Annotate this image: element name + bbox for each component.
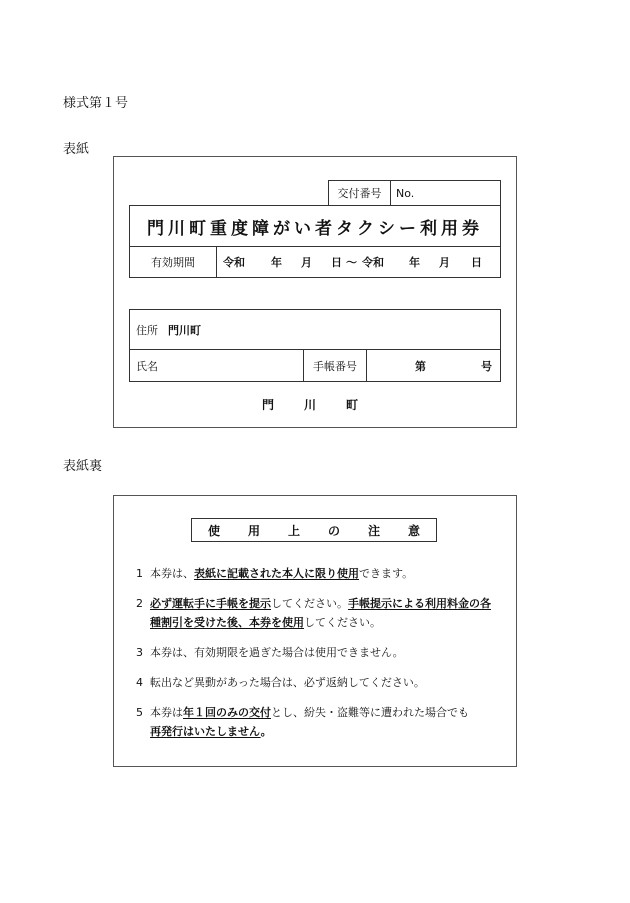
issuer-char: 町 xyxy=(345,398,358,412)
item-text: 転出など異動があった場合は、必ず返納してください。 xyxy=(150,676,425,689)
validity-day-start: 日 xyxy=(331,256,342,269)
item-number: 4 xyxy=(136,676,143,689)
validity-year-end: 年 xyxy=(409,256,420,269)
handbook-dai: 第 xyxy=(415,359,426,373)
front-cover xyxy=(113,156,517,428)
item-text: できます。 xyxy=(359,567,414,580)
item-text: とし、紛失・盗難等に遭われた場合でも xyxy=(271,706,469,719)
address-label: 住所 xyxy=(136,323,158,337)
notice-title-char: 意 xyxy=(407,523,420,538)
validity-month-end: 月 xyxy=(439,256,450,269)
item-number: 3 xyxy=(136,646,143,659)
validity-month-start: 月 xyxy=(301,256,312,269)
validity-era-start: 令和 xyxy=(223,256,245,269)
item-text: してください。 xyxy=(304,616,381,629)
item-text: してください。 xyxy=(271,597,348,610)
item-number: 5 xyxy=(136,706,143,719)
notice-item-5 xyxy=(136,703,516,741)
issuer-char: 門 xyxy=(262,398,275,412)
item-number: 1 xyxy=(136,567,143,580)
notice-title-char: 使 xyxy=(207,523,220,538)
address-value: 門川町 xyxy=(168,323,201,337)
item-emphasis: 年１回のみの交付 xyxy=(183,706,271,719)
item-emphasis: 必ず運転手に手帳を提示 xyxy=(150,597,271,610)
validity-period xyxy=(216,246,501,278)
name-label: 氏名 xyxy=(129,349,304,382)
front-heading: 表紙 xyxy=(63,142,90,157)
handbook-label: 手帳番号 xyxy=(303,349,367,382)
notice-item-4 xyxy=(136,673,516,692)
handbook-number xyxy=(366,349,501,382)
notice-title xyxy=(191,518,437,542)
issue-no-label: 交付番号 xyxy=(328,180,391,206)
validity-era-end: 令和 xyxy=(362,256,384,269)
validity-day-end: 日 xyxy=(471,256,482,269)
notice-title-char: 用 xyxy=(247,523,260,538)
notice-title-char: の xyxy=(327,523,340,538)
notice-item-3 xyxy=(136,643,516,662)
ticket-title: 門川町重度障がい者タクシー利用券 xyxy=(129,205,501,247)
issuer xyxy=(262,396,358,413)
item-text: 本券は、 xyxy=(150,567,194,580)
issuer-char: 川 xyxy=(303,398,316,412)
address-row xyxy=(129,309,501,350)
item-emphasis: 再発行はいたしません xyxy=(150,725,261,738)
notice-item-1 xyxy=(136,564,516,583)
back-heading: 表紙裏 xyxy=(63,459,103,474)
validity-tilde: ～ xyxy=(346,256,357,269)
form-number: 様式第１号 xyxy=(63,96,129,111)
item-text: 本券は、有効期限を過ぎた場合は使用できません。 xyxy=(150,646,404,659)
validity-year-start: 年 xyxy=(271,256,282,269)
item-number: 2 xyxy=(136,597,143,610)
item-emphasis: 手帳提示による利用料金の各 xyxy=(348,597,491,610)
item-text: 。 xyxy=(260,725,272,738)
notice-item-2 xyxy=(136,594,516,632)
notice-title-char: 注 xyxy=(367,523,380,538)
issue-no-value: No. xyxy=(390,180,501,206)
item-emphasis: 表紙に記載された本人に限り使用 xyxy=(194,567,359,580)
validity-label: 有効期間 xyxy=(129,246,217,278)
notice-title-char: 上 xyxy=(287,523,300,538)
item-text: 本券は xyxy=(150,706,183,719)
handbook-go: 号 xyxy=(481,359,492,373)
item-emphasis: 種割引を受けた後、本券を使用 xyxy=(150,616,304,629)
